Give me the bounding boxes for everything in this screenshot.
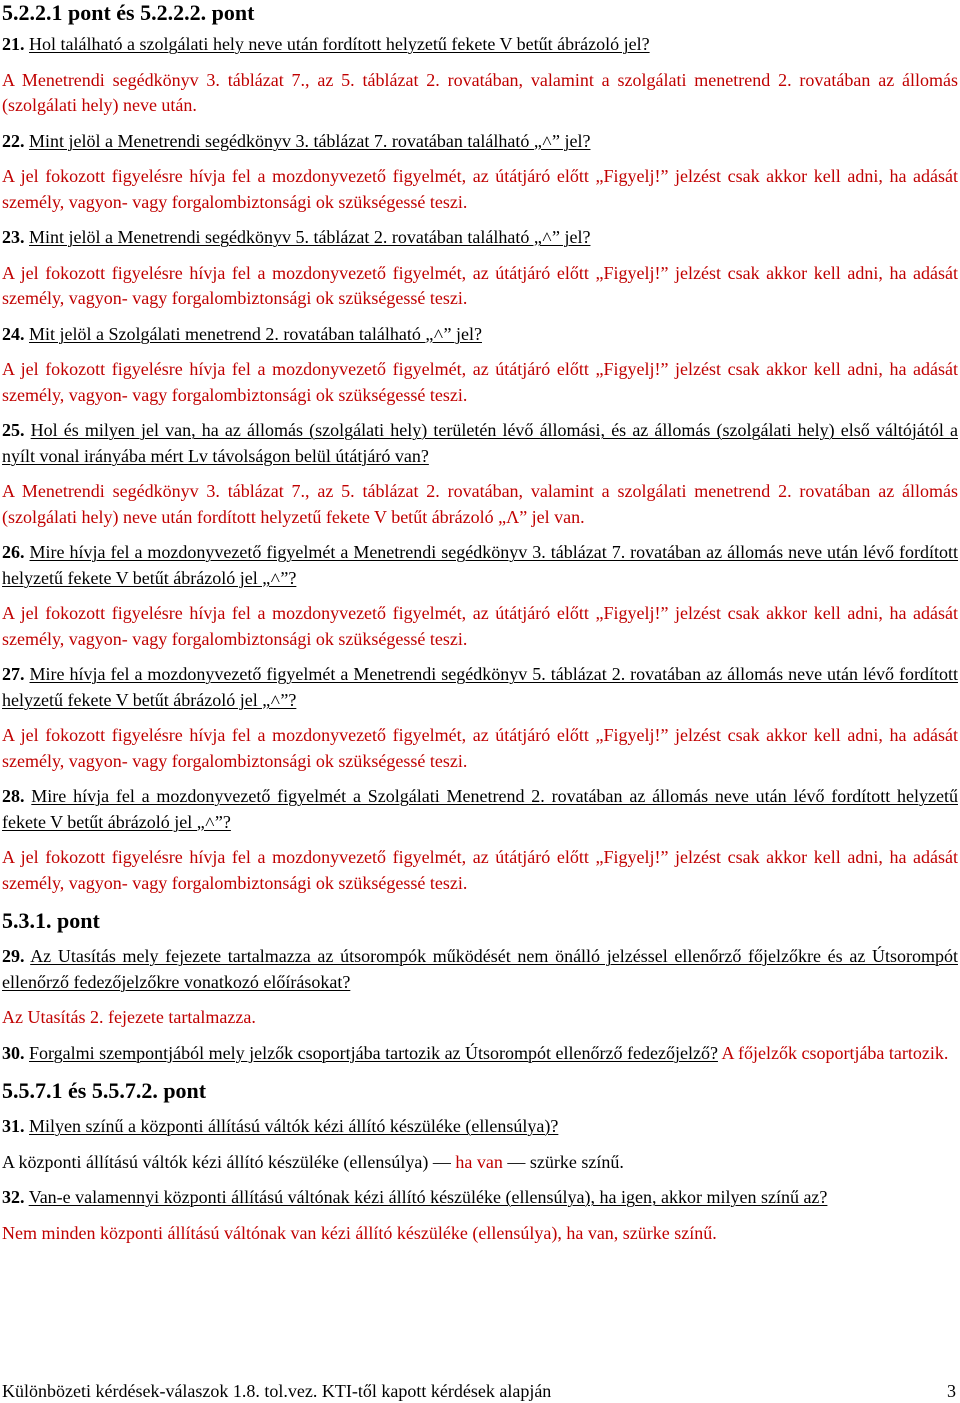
answer-part-highlight: ha van bbox=[455, 1151, 503, 1172]
question-text: Milyen színű a központi állítású váltók kézi állító készüléke (ellensúlya)? bbox=[29, 1116, 559, 1136]
answer-part: — szürke színű. bbox=[502, 1151, 624, 1172]
question-text: Mire hívja fel a mozdonyvezető figyelmét a Menetrendi segédkönyv 5. táblázat 2. rovatában az állomás neve után lévő fordított helyzetű fekete V betűt ábrázoló jel „˄”? bbox=[2, 664, 959, 710]
question-number: 31. bbox=[2, 1116, 25, 1136]
question-28 bbox=[2, 784, 958, 835]
answer-21: A Menetrendi segédkönyv 3. táblázat 7., az 5. táblázat 2. rovatában, valamint a szolgálati menetrend 2. rovatában az állomás (szolgálati hely) neve után. bbox=[2, 69, 958, 115]
question-text: Az Utasítás mely fejezete tartalmazza az útsorompók működését nem önálló jelzéssel ellenőrző főjelzőkre és az Útsorompót ellenőrző fedezőjelzőkre vonatkozó előírásokat? bbox=[2, 946, 958, 992]
answer-part: A központi állítású váltók kézi állító készüléke (ellensúlya) — bbox=[2, 1151, 456, 1172]
section-heading: 5.5.7.1 és 5.5.7.2. pont bbox=[2, 1078, 207, 1103]
question-31 bbox=[2, 1114, 958, 1140]
answer-31 bbox=[2, 1150, 958, 1176]
question-21 bbox=[2, 32, 958, 58]
question-number: 23. bbox=[2, 227, 25, 247]
answer-22: A jel fokozott figyelésre hívja fel a mozdonyvezető figyelmét, az útátjáró előtt „Figyelj!” jelzést csak akkor kell adni, ha adását személy, vagyon- vagy forgalombiztonsági ok szükségessé teszi. bbox=[2, 166, 958, 212]
question-text: Mint jelöl a Menetrendi segédkönyv 3. táblázat 7. rovatában található „˄” jel? bbox=[29, 130, 591, 151]
answer-28: A jel fokozott figyelésre hívja fel a mozdonyvezető figyelmét, az útátjáró előtt „Figyelj!” jelzést csak akkor kell adni, ha adását személy, vagyon- vagy forgalombiztonsági ok szükségessé teszi. bbox=[2, 847, 958, 893]
question-26 bbox=[2, 540, 958, 591]
question-23 bbox=[2, 225, 958, 251]
question-text: Mint jelöl a Menetrendi segédkönyv 5. táblázat 2. rovatában található „˄” jel? bbox=[29, 227, 591, 247]
question-27 bbox=[2, 662, 958, 713]
question-text: Van-e valamennyi központi állítású váltónak kézi állító készüléke (ellensúlya), ha igen, akkor milyen színű az? bbox=[28, 1187, 828, 1207]
question-text: Hol és milyen jel van, ha az állomás (szolgálati hely) területén lévő állomási, és az állomás (szolgálati hely) első váltójától a nyílt vonal irányába mért Lv távolságon belül útátjáró van? bbox=[2, 420, 959, 466]
answer-26: A jel fokozott figyelésre hívja fel a mozdonyvezető figyelmét, az útátjáró előtt „Figyelj!” jelzést csak akkor kell adni, ha adását személy, vagyon- vagy forgalombiztonsági ok szükségessé teszi. bbox=[2, 603, 958, 649]
question-text: Mit jelöl a Szolgálati menetrend 2. rovatában található „˄” jel? bbox=[29, 323, 482, 344]
question-text: Hol található a szolgálati hely neve után fordított helyzetű fekete V betűt ábrázoló jel? bbox=[29, 34, 650, 54]
question-25 bbox=[2, 418, 958, 469]
answer-29: Az Utasítás 2. fejezete tartalmazza. bbox=[2, 1007, 256, 1027]
question-text: Mire hívja fel a mozdonyvezető figyelmét a Menetrendi segédkönyv 3. táblázat 7. rovatában az állomás neve után lévő fordított helyzetű fekete V betűt ábrázoló jel „˄”? bbox=[2, 542, 959, 588]
question-number: 25. bbox=[2, 420, 25, 440]
page-number: 3 bbox=[947, 1381, 956, 1401]
question-text: Mire hívja fel a mozdonyvezető figyelmét a Szolgálati Menetrend 2. rovatában az állomás neve után lévő fordított helyzetű fekete V betűt ábrázoló jel „˄”? bbox=[2, 786, 958, 832]
page-footer bbox=[2, 1380, 956, 1402]
question-number: 27. bbox=[2, 664, 25, 684]
section-heading: 5.2.2.1 pont és 5.2.2.2. pont bbox=[2, 0, 255, 25]
question-number: 30. bbox=[2, 1042, 25, 1063]
answer-24: A jel fokozott figyelésre hívja fel a mozdonyvezető figyelmét, az útátjáró előtt „Figyelj!” jelzést csak akkor kell adni, ha adását személy, vagyon- vagy forgalombiztonsági ok szükségessé teszi. bbox=[2, 359, 958, 405]
footer-text: Különbözeti kérdések-válaszok 1.8. tol.vez. KTI-től kapott kérdések alapján bbox=[2, 1381, 552, 1401]
question-number: 22. bbox=[2, 130, 25, 151]
question-number: 29. bbox=[2, 946, 25, 966]
section-heading: 5.3.1. pont bbox=[2, 908, 100, 933]
answer-23: A jel fokozott figyelésre hívja fel a mozdonyvezető figyelmét, az útátjáró előtt „Figyelj!” jelzést csak akkor kell adni, ha adását személy, vagyon- vagy forgalombiztonsági ok szükségessé teszi. bbox=[2, 262, 958, 308]
question-30 bbox=[2, 1041, 958, 1067]
question-number: 26. bbox=[2, 542, 25, 562]
question-number: 24. bbox=[2, 323, 25, 344]
question-number: 28. bbox=[2, 786, 25, 806]
answer-32: Nem minden központi állítású váltónak van kézi állító készüléke (ellensúlya), ha van, szürke színű. bbox=[2, 1222, 717, 1243]
question-29 bbox=[2, 944, 958, 995]
question-text: Forgalmi szempontjából mely jelzők csoportjába tartozik az Útsorompót ellenőrző fedezőjelző? bbox=[29, 1042, 718, 1063]
question-32 bbox=[2, 1185, 958, 1211]
document-page bbox=[2, 0, 958, 1246]
question-number: 32. bbox=[2, 1187, 25, 1207]
question-22 bbox=[2, 129, 958, 155]
question-number: 21. bbox=[2, 34, 25, 54]
answer-30: A főjelzők csoportjába tartozik. bbox=[721, 1042, 949, 1063]
question-24 bbox=[2, 322, 958, 348]
answer-27: A jel fokozott figyelésre hívja fel a mozdonyvezető figyelmét, az útátjáró előtt „Figyelj!” jelzést csak akkor kell adni, ha adását személy, vagyon- vagy forgalombiztonsági ok szükségessé teszi. bbox=[2, 725, 958, 771]
answer-25: A Menetrendi segédkönyv 3. táblázat 7., az 5. táblázat 2. rovatában, valamint a szolgálati menetrend 2. rovatában az állomás (szolgálati hely) neve után fordított helyzetű fekete V betűt ábrázoló „Λ” jel van. bbox=[2, 481, 958, 527]
